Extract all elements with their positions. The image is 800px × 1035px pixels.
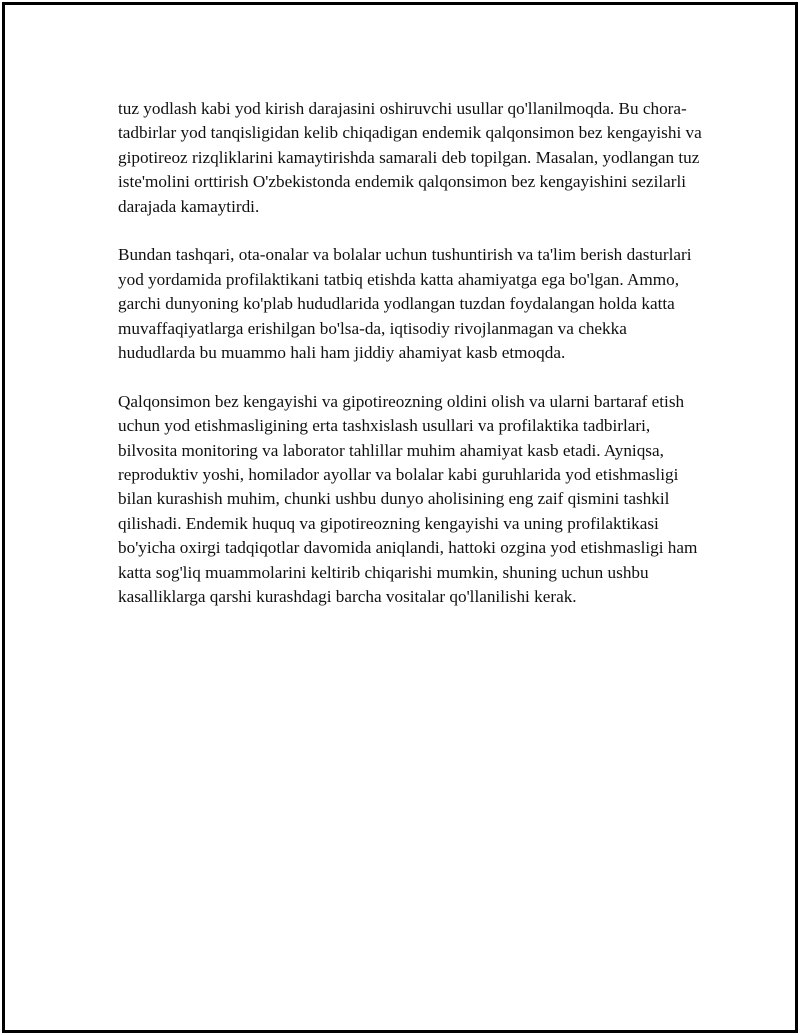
document-body [118,97,708,634]
paragraph-2: Bundan tashqari, ota-onalar va bolalar uchun tushuntirish va ta'lim berish dasturlari yod yordamida profilaktikani tatbiq etishda katta ahamiyatga ega bo'lgan. Ammo, garchi dunyoning ko'plab hududlarida yodlangan tuzdan foydalangan holda katta muvaffaqiyatlarga erishilgan bo'lsa-da, iqtisodiy rivojlanmagan va chekka hududlarda bu muammo hali ham jiddiy ahamiyat kasb etmoqda. [118,245,692,363]
paragraph-1: tuz yodlash kabi yod kirish darajasini oshiruvchi usullar qo'llanilmoqda. Bu chora-tadbirlar yod tanqisligidan kelib chiqadigan endemik qalqonsimon bez kengayishi va gipotireoz rizqliklarini kamaytirishda samarali deb topilgan. Masalan, yodlangan tuz iste'molini orttirish O'zbekistonda endemik qalqonsimon bez kengayishini sezilarli darajada kamaytirdi. [118,99,702,216]
document-page [2,2,798,1033]
paragraph-3: Qalqonsimon bez kengayishi va gipotireozning oldini olish va ularni bartaraf etish uchun yod etishmasligining erta tashxislash usullari va profilaktika tadbirlari, bilvosita monitoring va laborator tahlillar muhim ahamiyat kasb etadi. Ayniqsa, reproduktiv yoshi, homilador ayollar va bolalar kabi guruhlarida yod etishmasligi bilan kurashish muhim, chunki ushbu dunyo aholisining eng zaif qismini tashkil qilishadi. Endemik huquq va gipotireozning kengayishi va uning profilaktikasi bo'yicha oxirgi tadqiqotlar davomida aniqlandi, hattoki ozgina yod etishmasligi ham katta sog'liq muammolarini keltirib chiqarishi mumkin, shuning uchun ushbu kasalliklarga qarshi kurashdagi barcha vositalar qo'llanilishi kerak. [118,391,698,607]
